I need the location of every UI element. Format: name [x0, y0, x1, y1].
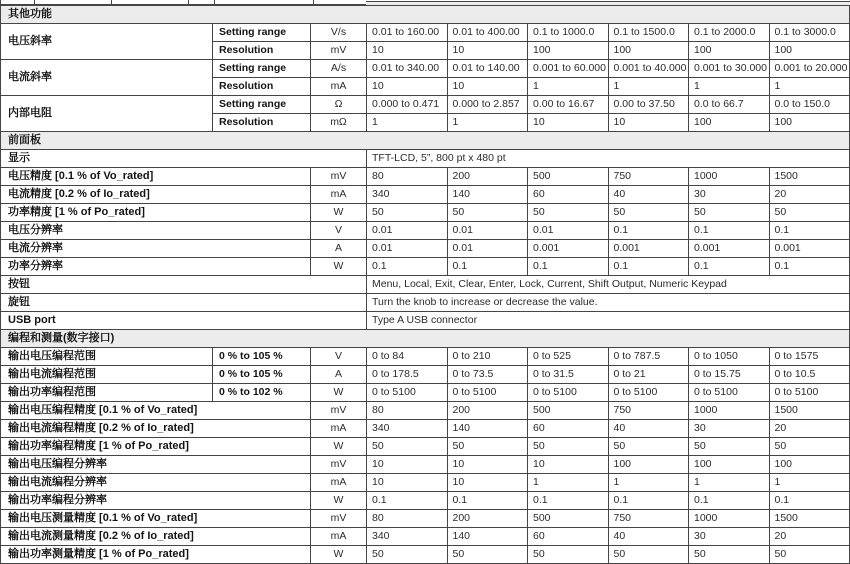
row-unit: mA: [311, 420, 367, 438]
cell-value: 0 to 5100: [608, 384, 689, 402]
cell-value: 50: [367, 438, 448, 456]
cell-value: 0.01: [528, 222, 609, 240]
column-remnant-tick: [313, 0, 314, 4]
cell-value: 0 to 1575: [769, 348, 850, 366]
cell-value: 0.0 to 150.0: [769, 96, 850, 114]
cell-value: 50: [367, 546, 448, 564]
row-label: 功率分辨率: [1, 258, 311, 276]
cell-value: 40: [608, 186, 689, 204]
cell-value: 0.1 to 1500.0: [608, 24, 689, 42]
cell-value: 0.1: [367, 258, 448, 276]
cell-value: 100: [689, 114, 770, 132]
remnant-left-cell: [0, 0, 366, 5]
section-title: 编程和测量(数字接口): [1, 330, 850, 348]
cell-value: 1: [528, 78, 609, 96]
spec-row: [1, 60, 850, 78]
cell-value: 0.001 to 40.000: [608, 60, 689, 78]
row-subtype: Resolution: [213, 42, 311, 60]
row-unit: A: [311, 240, 367, 258]
cell-value: 0.1: [608, 258, 689, 276]
cell-value: 0.1: [528, 258, 609, 276]
spec-row: [1, 348, 850, 366]
cell-value: 50: [528, 546, 609, 564]
cell-value: 0.01 to 400.00: [447, 24, 528, 42]
row-subtype: Setting range: [213, 60, 311, 78]
cell-value: 10: [447, 474, 528, 492]
cell-value: 10: [447, 456, 528, 474]
cell-value: 1: [689, 474, 770, 492]
spec-row: [1, 204, 850, 222]
spec-row: [1, 294, 850, 312]
cell-value: 0 to 178.5: [367, 366, 448, 384]
cell-value: 140: [447, 528, 528, 546]
previous-table-remnant: [0, 0, 850, 5]
row-unit: V: [311, 222, 367, 240]
spec-row: [1, 312, 850, 330]
row-label: 输出功率编程范围: [1, 384, 213, 402]
row-value: TFT-LCD, 5”, 800 pt x 480 pt: [367, 150, 850, 168]
row-label: 输出电流测量精度 [0.2 % of Io_rated]: [1, 528, 311, 546]
row-label: 按钮: [1, 276, 367, 294]
cell-value: 0.01 to 160.00: [367, 24, 448, 42]
row-unit: mA: [311, 78, 367, 96]
cell-value: 50: [689, 546, 770, 564]
row-label: 电流分辨率: [1, 240, 311, 258]
spec-row: [1, 510, 850, 528]
cell-value: 200: [447, 402, 528, 420]
cell-value: 50: [608, 438, 689, 456]
cell-value: 0.1: [689, 258, 770, 276]
cell-value: 40: [608, 528, 689, 546]
row-label: 输出电流编程分辨率: [1, 474, 311, 492]
cell-value: 0.01: [447, 222, 528, 240]
cell-value: 0 to 31.5: [528, 366, 609, 384]
row-subtype: Setting range: [213, 96, 311, 114]
row-label: 输出功率编程分辨率: [1, 492, 311, 510]
row-label: 输出电压编程范围: [1, 348, 213, 366]
cell-value: 10: [367, 78, 448, 96]
cell-value: 50: [608, 546, 689, 564]
cell-value: 50: [528, 204, 609, 222]
cell-value: 10: [367, 456, 448, 474]
row-unit: A: [311, 366, 367, 384]
cell-value: 200: [447, 510, 528, 528]
cell-value: 0.1: [689, 222, 770, 240]
cell-value: 0.1 to 2000.0: [689, 24, 770, 42]
cell-value: 60: [528, 528, 609, 546]
cell-value: 0.01 to 340.00: [367, 60, 448, 78]
row-label: 输出功率编程精度 [1 % of Po_rated]: [1, 438, 311, 456]
row-label: USB port: [1, 312, 367, 330]
cell-value: 0.1: [769, 492, 850, 510]
cell-value: 0.001 to 20.000: [769, 60, 850, 78]
row-unit: mA: [311, 528, 367, 546]
cell-value: 0 to 210: [447, 348, 528, 366]
row-unit: mV: [311, 402, 367, 420]
cell-value: 10: [367, 474, 448, 492]
cell-value: 0.00 to 16.67: [528, 96, 609, 114]
cell-value: 0 to 5100: [528, 384, 609, 402]
row-label: 电压分辨率: [1, 222, 311, 240]
cell-value: 1000: [689, 510, 770, 528]
row-subtype: 0 % to 105 %: [213, 348, 311, 366]
cell-value: 0 to 5100: [367, 384, 448, 402]
row-value: Type A USB connector: [367, 312, 850, 330]
cell-value: 20: [769, 420, 850, 438]
cell-value: 30: [689, 528, 770, 546]
cell-value: 1000: [689, 402, 770, 420]
spec-row: [1, 186, 850, 204]
spec-row: [1, 258, 850, 276]
row-subtype: Setting range: [213, 24, 311, 42]
spec-row: [1, 528, 850, 546]
cell-value: 0.01: [367, 222, 448, 240]
row-unit: A/s: [311, 60, 367, 78]
row-label: 内部电阻: [1, 96, 213, 132]
row-unit: W: [311, 204, 367, 222]
cell-value: 0.001: [689, 240, 770, 258]
row-unit: V: [311, 348, 367, 366]
cell-value: 750: [608, 510, 689, 528]
cell-value: 0.0 to 66.7: [689, 96, 770, 114]
spec-row: [1, 492, 850, 510]
row-unit: mV: [311, 510, 367, 528]
cell-value: 1500: [769, 402, 850, 420]
cell-value: 340: [367, 528, 448, 546]
cell-value: 750: [608, 402, 689, 420]
cell-value: 50: [769, 438, 850, 456]
cell-value: 30: [689, 186, 770, 204]
column-remnant-tick: [188, 0, 189, 4]
spec-row: [1, 150, 850, 168]
row-subtype: 0 % to 105 %: [213, 366, 311, 384]
row-subtype: 0 % to 102 %: [213, 384, 311, 402]
cell-value: 20: [769, 528, 850, 546]
row-subtype: Resolution: [213, 78, 311, 96]
spec-row: [1, 546, 850, 564]
cell-value: 0.01: [367, 240, 448, 258]
cell-value: 50: [689, 204, 770, 222]
row-label: 输出电压编程分辨率: [1, 456, 311, 474]
cell-value: 0 to 5100: [769, 384, 850, 402]
cell-value: 1000: [689, 168, 770, 186]
spec-row: [1, 222, 850, 240]
cell-value: 100: [769, 114, 850, 132]
row-label: 电压精度 [0.1 % of Vo_rated]: [1, 168, 311, 186]
cell-value: 50: [769, 204, 850, 222]
cell-value: 100: [608, 42, 689, 60]
cell-value: 100: [608, 456, 689, 474]
cell-value: 100: [769, 456, 850, 474]
row-label: 电流斜率: [1, 60, 213, 96]
column-remnant-tick: [111, 0, 112, 4]
row-unit: W: [311, 546, 367, 564]
cell-value: 0.000 to 2.857: [447, 96, 528, 114]
cell-value: 60: [528, 420, 609, 438]
cell-value: 0.01 to 140.00: [447, 60, 528, 78]
row-label: 输出电流编程范围: [1, 366, 213, 384]
cell-value: 340: [367, 186, 448, 204]
cell-value: 0.1: [367, 492, 448, 510]
cell-value: 0.1: [608, 222, 689, 240]
row-label: 旋钮: [1, 294, 367, 312]
row-label: 输出电压编程精度 [0.1 % of Vo_rated]: [1, 402, 311, 420]
section-row: [1, 330, 850, 348]
row-unit: mΩ: [311, 114, 367, 132]
cell-value: 50: [608, 204, 689, 222]
row-subtype: Resolution: [213, 114, 311, 132]
spec-row: [1, 168, 850, 186]
row-unit: V/s: [311, 24, 367, 42]
cell-value: 80: [367, 402, 448, 420]
spec-row: [1, 384, 850, 402]
row-unit: mV: [311, 168, 367, 186]
cell-value: 0.000 to 0.471: [367, 96, 448, 114]
cell-value: 100: [769, 42, 850, 60]
cell-value: 500: [528, 510, 609, 528]
cell-value: 0 to 15.75: [689, 366, 770, 384]
cell-value: 10: [447, 78, 528, 96]
cell-value: 1: [769, 78, 850, 96]
row-unit: mA: [311, 474, 367, 492]
cell-value: 1: [769, 474, 850, 492]
remnant-right-band: [366, 1, 850, 5]
cell-value: 340: [367, 420, 448, 438]
cell-value: 30: [689, 420, 770, 438]
spec-row: [1, 96, 850, 114]
row-label: 电流精度 [0.2 % of Io_rated]: [1, 186, 311, 204]
cell-value: 0.001: [528, 240, 609, 258]
spec-row: [1, 366, 850, 384]
spec-row: [1, 456, 850, 474]
cell-value: 0.1: [769, 258, 850, 276]
cell-value: 0.001: [769, 240, 850, 258]
spec-row: [1, 438, 850, 456]
cell-value: 20: [769, 186, 850, 204]
cell-value: 1: [608, 474, 689, 492]
cell-value: 10: [528, 456, 609, 474]
cell-value: 100: [689, 42, 770, 60]
cell-value: 0.00 to 37.50: [608, 96, 689, 114]
section-row: [1, 132, 850, 150]
spec-row: [1, 24, 850, 42]
cell-value: 0.1: [528, 492, 609, 510]
row-unit: W: [311, 384, 367, 402]
cell-value: 60: [528, 186, 609, 204]
column-remnant-tick: [34, 0, 35, 4]
cell-value: 50: [367, 204, 448, 222]
row-value: Menu, Local, Exit, Clear, Enter, Lock, Current, Shift Output, Numeric Keypad: [367, 276, 850, 294]
row-unit: Ω: [311, 96, 367, 114]
cell-value: 10: [528, 114, 609, 132]
row-label: 输出功率测量精度 [1 % of Po_rated]: [1, 546, 311, 564]
row-unit: mV: [311, 42, 367, 60]
cell-value: 0.1: [769, 222, 850, 240]
cell-value: 0.001 to 60.000: [528, 60, 609, 78]
cell-value: 0 to 10.5: [769, 366, 850, 384]
cell-value: 0 to 1050: [689, 348, 770, 366]
row-label: 功率精度 [1 % of Po_rated]: [1, 204, 311, 222]
row-label: 显示: [1, 150, 367, 168]
spec-row: [1, 240, 850, 258]
cell-value: 140: [447, 420, 528, 438]
cell-value: 1500: [769, 510, 850, 528]
cell-value: 0.1: [447, 258, 528, 276]
row-label: 输出电压测量精度 [0.1 % of Vo_rated]: [1, 510, 311, 528]
cell-value: 0 to 21: [608, 366, 689, 384]
cell-value: 0.1: [689, 492, 770, 510]
cell-value: 50: [528, 438, 609, 456]
row-unit: W: [311, 438, 367, 456]
section-row: [1, 6, 850, 24]
cell-value: 1: [447, 114, 528, 132]
row-unit: W: [311, 258, 367, 276]
section-title: 其他功能: [1, 6, 850, 24]
row-unit: mA: [311, 186, 367, 204]
cell-value: 1: [528, 474, 609, 492]
cell-value: 10: [608, 114, 689, 132]
cell-value: 500: [528, 168, 609, 186]
cell-value: 0.1 to 3000.0: [769, 24, 850, 42]
row-unit: W: [311, 492, 367, 510]
spec-table: [0, 5, 850, 564]
cell-value: 0 to 73.5: [447, 366, 528, 384]
cell-value: 1: [367, 114, 448, 132]
cell-value: 0.1 to 1000.0: [528, 24, 609, 42]
cell-value: 1500: [769, 168, 850, 186]
cell-value: 50: [447, 438, 528, 456]
cell-value: 140: [447, 186, 528, 204]
row-unit: mV: [311, 456, 367, 474]
spec-row: [1, 402, 850, 420]
spec-row: [1, 474, 850, 492]
section-title: 前面板: [1, 132, 850, 150]
cell-value: 100: [689, 456, 770, 474]
cell-value: 100: [528, 42, 609, 60]
cell-value: 0 to 5100: [447, 384, 528, 402]
cell-value: 50: [447, 204, 528, 222]
cell-value: 1: [608, 78, 689, 96]
row-label: 输出电流编程精度 [0.2 % of Io_rated]: [1, 420, 311, 438]
row-value: Turn the knob to increase or decrease the value.: [367, 294, 850, 312]
cell-value: 10: [447, 42, 528, 60]
cell-value: 80: [367, 510, 448, 528]
cell-value: 0 to 84: [367, 348, 448, 366]
cell-value: 50: [689, 438, 770, 456]
cell-value: 200: [447, 168, 528, 186]
cell-value: 1: [689, 78, 770, 96]
spec-table-body: [1, 6, 850, 564]
cell-value: 750: [608, 168, 689, 186]
column-remnant-tick: [214, 0, 215, 4]
cell-value: 500: [528, 402, 609, 420]
spec-row: [1, 276, 850, 294]
cell-value: 10: [367, 42, 448, 60]
cell-value: 50: [769, 546, 850, 564]
spec-row: [1, 420, 850, 438]
row-label: 电压斜率: [1, 24, 213, 60]
cell-value: 80: [367, 168, 448, 186]
cell-value: 0 to 787.5: [608, 348, 689, 366]
cell-value: 0.1: [447, 492, 528, 510]
cell-value: 0.001: [608, 240, 689, 258]
cell-value: 0.1: [608, 492, 689, 510]
cell-value: 50: [447, 546, 528, 564]
cell-value: 40: [608, 420, 689, 438]
cell-value: 0.001 to 30.000: [689, 60, 770, 78]
cell-value: 0 to 525: [528, 348, 609, 366]
cell-value: 0.01: [447, 240, 528, 258]
cell-value: 0 to 5100: [689, 384, 770, 402]
